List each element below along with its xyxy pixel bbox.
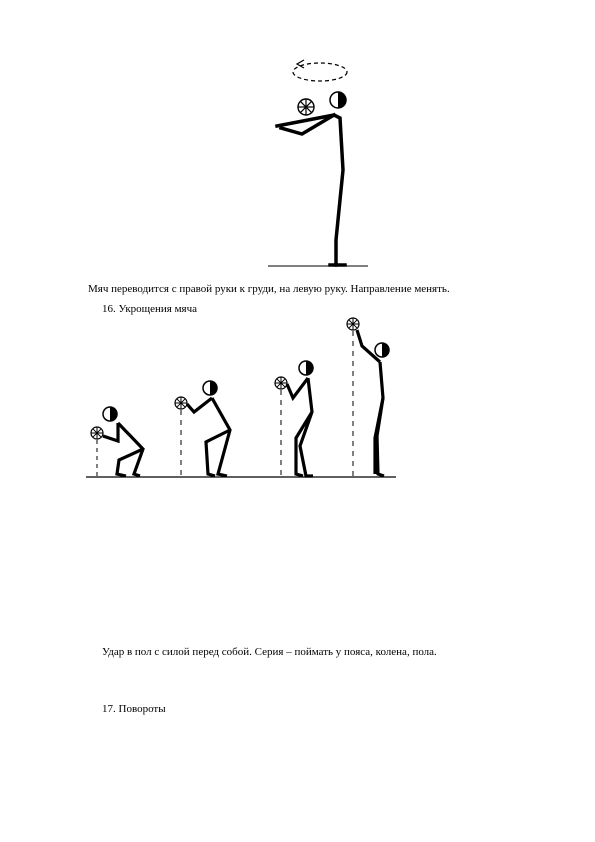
ball-icon [175, 397, 187, 409]
figure-knees-bent [275, 361, 313, 476]
ball-icon [275, 377, 287, 389]
caption-floor-bounce: Удар в пол с силой перед собой. Серия – поймать у пояса, колена, пола. [102, 646, 437, 658]
catch-sequence-figures [86, 318, 396, 477]
section-heading-17: 17. Повороты [102, 703, 166, 715]
head-icon [330, 92, 346, 108]
figure-reaching-up [347, 318, 389, 476]
figure-half-squat [175, 381, 230, 476]
caption-ball-pass: Мяч переводится с правой руки к груди, на левую руку. Направление менять. [88, 283, 450, 295]
section-heading-16: 16. Укрощения мяча [102, 303, 198, 315]
figure-deep-squat [91, 407, 143, 476]
ball-icon [298, 99, 314, 115]
standing-figure-pass [268, 60, 368, 266]
ball-icon [347, 318, 359, 330]
ball-icon [91, 427, 103, 439]
rotation-arrow-icon [293, 60, 347, 81]
